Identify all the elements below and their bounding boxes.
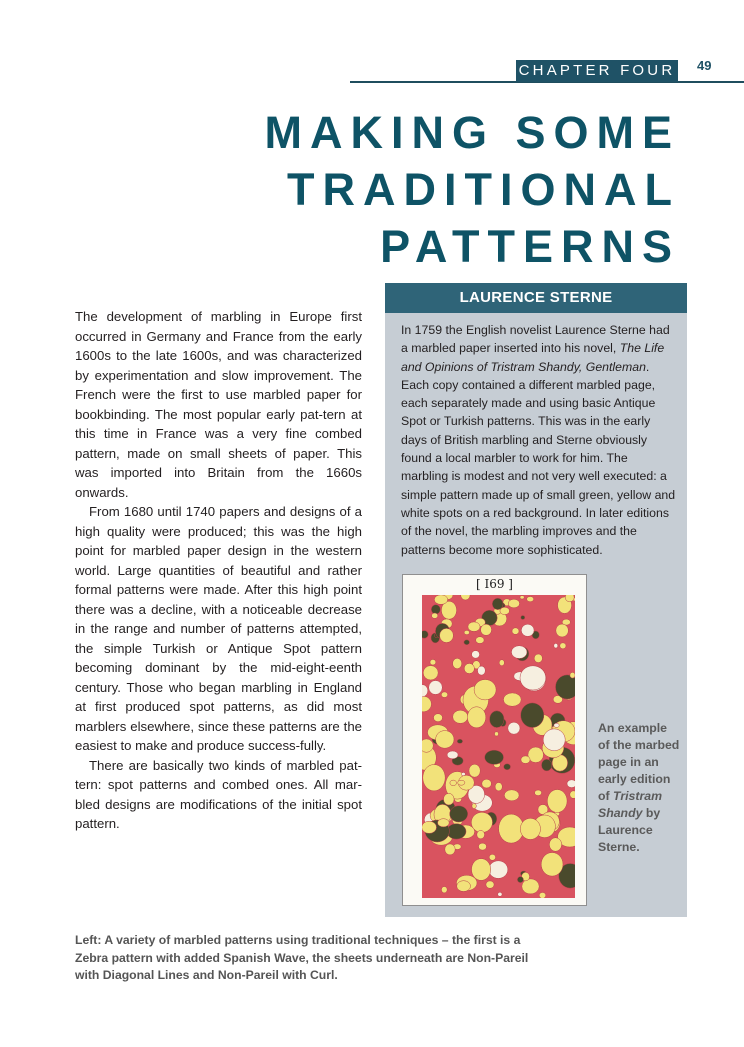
- marble-spot: [495, 783, 502, 791]
- marble-spot: [469, 764, 480, 777]
- marble-spot: [453, 658, 462, 668]
- marble-spot: [445, 844, 455, 855]
- marble-spot: [565, 595, 574, 602]
- sidebar-text: [401, 321, 677, 559]
- marble-spot: [556, 624, 569, 637]
- marble-spot: [431, 605, 440, 614]
- sidebar-paragraph: [401, 321, 677, 559]
- marble-spot: [492, 598, 503, 609]
- marble-spot: [489, 861, 508, 879]
- marble-spot: [471, 812, 492, 832]
- bottom-caption: Left: A variety of marbled patterns using traditional techniques – the first is a Zebra pattern with added Spanish Wave, the sheets underneath are Non-Pareil with Diagonal Lines and Non-Pareil with Curl.: [75, 933, 529, 982]
- body-text: [75, 307, 362, 834]
- marble-spot: [423, 765, 445, 791]
- marble-spot: [472, 651, 480, 659]
- marble-spot: [464, 640, 470, 645]
- marble-spot: [508, 599, 519, 608]
- marble-spot: [422, 739, 433, 752]
- marble-spot: [477, 830, 485, 838]
- body-paragraph-2: From 1680 until 1740 papers and designs of a high quality were produced; this was the high point for marbled paper design in the western world. Large quantities of beautiful and rather formal patterns were made. After this high point there was a decline, with a noticeable decrease in the range and number of patterns attempted, the simple Turkish or Antique Spot pattern becoming dominant by the mid-eight-eenth century. Those who began marbling in England at first produced spot patterns, as did most marblers elsewhere, since these patterns are the easiest to make and produce success-fully.: [75, 504, 362, 753]
- marble-spot: [476, 637, 484, 644]
- marble-spot: [521, 616, 525, 620]
- marble-spot: [457, 739, 462, 743]
- marble-spot: [450, 806, 468, 822]
- marble-spot: [432, 613, 438, 618]
- marble-spot: [490, 711, 504, 728]
- marble-spot: [495, 732, 499, 736]
- marble-spot: [472, 803, 476, 808]
- marble-spot: [520, 596, 524, 599]
- sidebar-box: [385, 283, 687, 917]
- sidebar-text-after: . Each copy contained a different marbled page, each separately made and using basic Antique Spot or Turkish patterns. This was in the early days of British marbling and Sterne obviously found a local marbler to work for him. The marbling is modest and not very well executed: a simple pattern made up of small green, yellow and white spots on a red background. In later editions of the novel, the marbling improves and the patterns become more sophisticated.: [401, 359, 676, 557]
- figure-caption-before: An example of the marbed page in an early edition of: [598, 721, 680, 803]
- marble-spot: [434, 714, 443, 722]
- marble-spot: [438, 819, 450, 827]
- title-line-2: TRADITIONAL: [287, 164, 680, 215]
- marble-spot: [520, 666, 546, 690]
- marble-spot: [543, 729, 565, 751]
- title-line-1: MAKING SOME: [264, 107, 680, 158]
- marble-spot: [441, 887, 447, 893]
- marble-spot: [429, 681, 443, 695]
- marbled-pattern-illustration: [422, 595, 575, 898]
- marble-spot: [517, 877, 523, 883]
- marble-spot: [521, 703, 544, 728]
- marble-spot: [423, 666, 438, 680]
- marble-spot: [434, 595, 447, 604]
- figure-caption-title: Tristram Shandy: [598, 789, 663, 820]
- marble-spot: [464, 630, 469, 634]
- chapter-title: [160, 104, 680, 275]
- marble-spot: [499, 814, 524, 843]
- marble-spot: [489, 854, 495, 860]
- chapter-label: CHAPTER FOUR: [516, 60, 678, 82]
- marble-spot: [498, 892, 502, 896]
- marble-spot: [447, 751, 458, 759]
- marble-spot: [503, 693, 521, 706]
- marbled-page-image: [402, 574, 587, 906]
- marble-spot: [440, 628, 454, 642]
- marble-spot: [508, 722, 520, 734]
- marble-spot: [436, 731, 454, 749]
- marble-spot: [534, 654, 542, 663]
- marble-spot: [444, 793, 455, 805]
- marble-spot: [457, 881, 471, 892]
- marble-spot: [541, 853, 563, 877]
- marble-spot: [447, 824, 466, 839]
- marble-spot: [567, 780, 575, 788]
- marble-spot: [472, 859, 491, 881]
- marble-spot: [521, 756, 530, 764]
- figure-caption: [598, 720, 680, 856]
- marble-spot: [479, 843, 487, 850]
- marble-spot: [486, 881, 494, 888]
- marble-spot: [504, 790, 519, 801]
- marble-spot: [464, 663, 474, 673]
- marble-spot: [478, 666, 486, 675]
- marble-spot: [474, 680, 496, 700]
- marble-spot: [535, 790, 542, 796]
- body-paragraph-1: The development of marbling in Europe first occurred in Germany and France from the early 1600s to the late 1600s, and was characterized by experimentation and slow improvement. The French were the first to use marbled paper for bookbinding. The most popular early pat-tern at this time in France was a very fine combed pattern, made on small sheets of paper. This was imported into Britain from the 1660s onwards.: [75, 309, 362, 500]
- sidebar-heading: LAURENCE STERNE: [385, 283, 687, 313]
- marble-spot: [554, 643, 558, 648]
- marble-spot: [570, 791, 575, 799]
- body-paragraph-3: There are basically two kinds of marbled pat-tern: spot patterns and combed ones. All mar-bled designs are modifications of the initial spot pattern.: [75, 757, 362, 831]
- marble-spot: [547, 790, 567, 813]
- marble-spot: [485, 750, 504, 764]
- marble-spot: [511, 646, 527, 659]
- marble-spot: [422, 631, 428, 639]
- marble-spot: [527, 597, 534, 602]
- marble-spot: [522, 879, 539, 894]
- marble-spot: [554, 723, 559, 727]
- marble-spot: [521, 624, 534, 636]
- sidebar-text-before: In 1759 the English novelist Laurence Sterne had a marbled paper inserted into his novel,: [401, 323, 670, 356]
- novel-title: The Life and Opinions of Tristram Shandy, Gentleman: [401, 341, 665, 374]
- marble-spot: [467, 707, 485, 728]
- marble-spot: [468, 622, 480, 632]
- marble-spot: [430, 659, 436, 665]
- marble-spot: [512, 628, 519, 635]
- marble-spot: [482, 779, 492, 788]
- marble-spot: [539, 892, 546, 898]
- marble-spot: [542, 759, 552, 771]
- marble-spot: [450, 780, 457, 786]
- title-line-3: PATTERNS: [380, 221, 680, 272]
- marble-spot: [520, 818, 540, 839]
- figure-caption-after: by Laurence Sterne.: [598, 806, 661, 854]
- marble-spot: [481, 624, 492, 635]
- figure-page-folio: [ I69 ]: [475, 577, 513, 591]
- marble-spot: [560, 643, 566, 649]
- page-number: 49: [697, 58, 712, 73]
- marble-spot: [458, 780, 465, 785]
- marble-spot: [453, 710, 468, 723]
- marble-spot: [549, 838, 561, 852]
- marble-spot: [441, 692, 447, 698]
- marble-spot: [504, 764, 511, 770]
- marble-spot: [422, 821, 437, 833]
- marble-spot: [499, 660, 504, 666]
- marble-spot: [570, 672, 575, 678]
